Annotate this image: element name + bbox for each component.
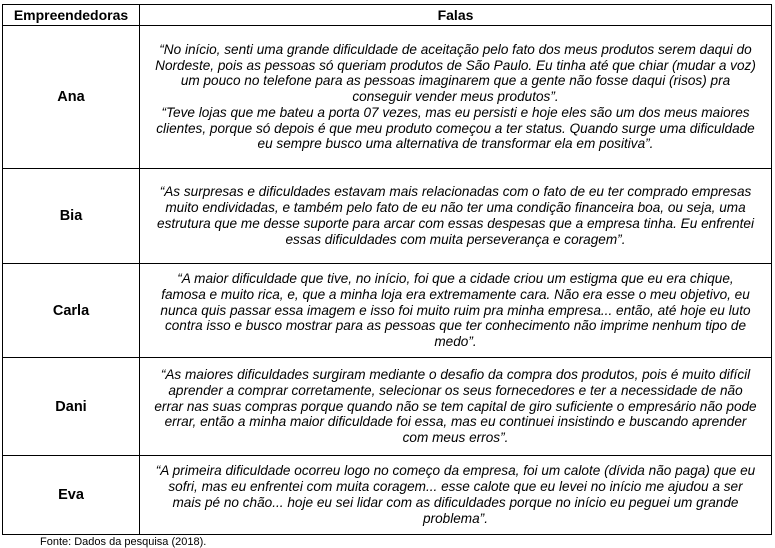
quote-cell — [140, 26, 772, 169]
table-row — [3, 456, 772, 535]
header-empreendedoras: Empreendedoras — [3, 5, 140, 26]
header-falas: Falas — [140, 5, 772, 26]
entrepreneur-name: Ana — [3, 26, 140, 169]
quote-text: “A maior dificuldade que tive, no início, foi que a cidade criou um estigma que eu era chique, famosa e muito rica, e, que a minha loja era extremamente cara. Não era esse o meu objetivo, eu nunca quis passar essa imagem e isso foi muito ruim pra minha empresa... então, até hoje eu luto contra isso e busco mostrar para as pessoas que ter conhecimento não imprime nenhum tipo de medo”. — [160, 271, 751, 350]
quote-text: “No início, senti uma grande dificuldade de aceitação pelo fato dos meus produtos serem daqui do Nordeste, pois as pessoas só queriam produtos de São Paulo. Eu tinha até que chiar (mudar a voz) um pouco no telefone para as pessoas imaginarem que a gente não fosse daqui (risos) pra conseguir vender meus produtos”. — [155, 41, 756, 105]
entrepreneur-name: Bia — [3, 169, 140, 264]
quote-text: “As maiores dificuldades surgiram mediante o desafio da compra dos produtos, pois é muito difícil aprender a comprar corretamente, selecionar os seus fornecedores e ter a necessidade de não errar nas suas compras porque quando não se tem capital de giro suficiente o empresário não pode errar, então a minha maior dificuldade foi essa, mas eu continuei insistindo e buscando aprender com meus erros”. — [154, 367, 757, 446]
table-row — [3, 169, 772, 264]
quote-cell — [140, 456, 772, 535]
quote-text: “A primeira dificuldade ocorreu logo no começo da empresa, foi um calote (dívida não paga) que eu sofri, mas eu enfrentei com muita coragem... esse calote que eu levei no início me ajudou a ser mais pé no chão... hoje eu sei lidar com as dificuldades porque no início eu peguei um grande problema”. — [155, 463, 756, 526]
entrepreneur-name: Carla — [3, 264, 140, 358]
quote-text: “Teve lojas que me bateu a porta 07 vezes, mas eu persisti e hoje eles são um dos meus maiores clientes, porque só depois é que meu produto começou a ter status. Quando surge uma dificuldade eu sempre busco uma alternativa de transformar ela em positiva”. — [156, 104, 755, 152]
table-row — [3, 358, 772, 456]
table-row — [3, 264, 772, 358]
header-row — [3, 5, 772, 26]
entrepreneur-name: Dani — [3, 358, 140, 456]
quote-cell — [140, 358, 772, 456]
quote-text: “As surpresas e dificuldades estavam mais relacionadas com o fato de eu ter comprado empresas muito endividadas, e também pelo fato de eu não ter uma condição financeira boa, ou seja, uma estrutura que me desse suporte para arcar com essas despesas que a empresa tinha. Eu enfrentei essas dificuldades com muita perseverança e coragem”. — [157, 184, 754, 247]
quote-cell — [140, 264, 772, 358]
table-row — [3, 26, 772, 169]
entrepreneur-name: Eva — [3, 456, 140, 535]
quote-cell — [140, 169, 772, 264]
source-footnote: Fonte: Dados da pesquisa (2018). — [40, 536, 207, 548]
quotes-table — [2, 4, 772, 535]
